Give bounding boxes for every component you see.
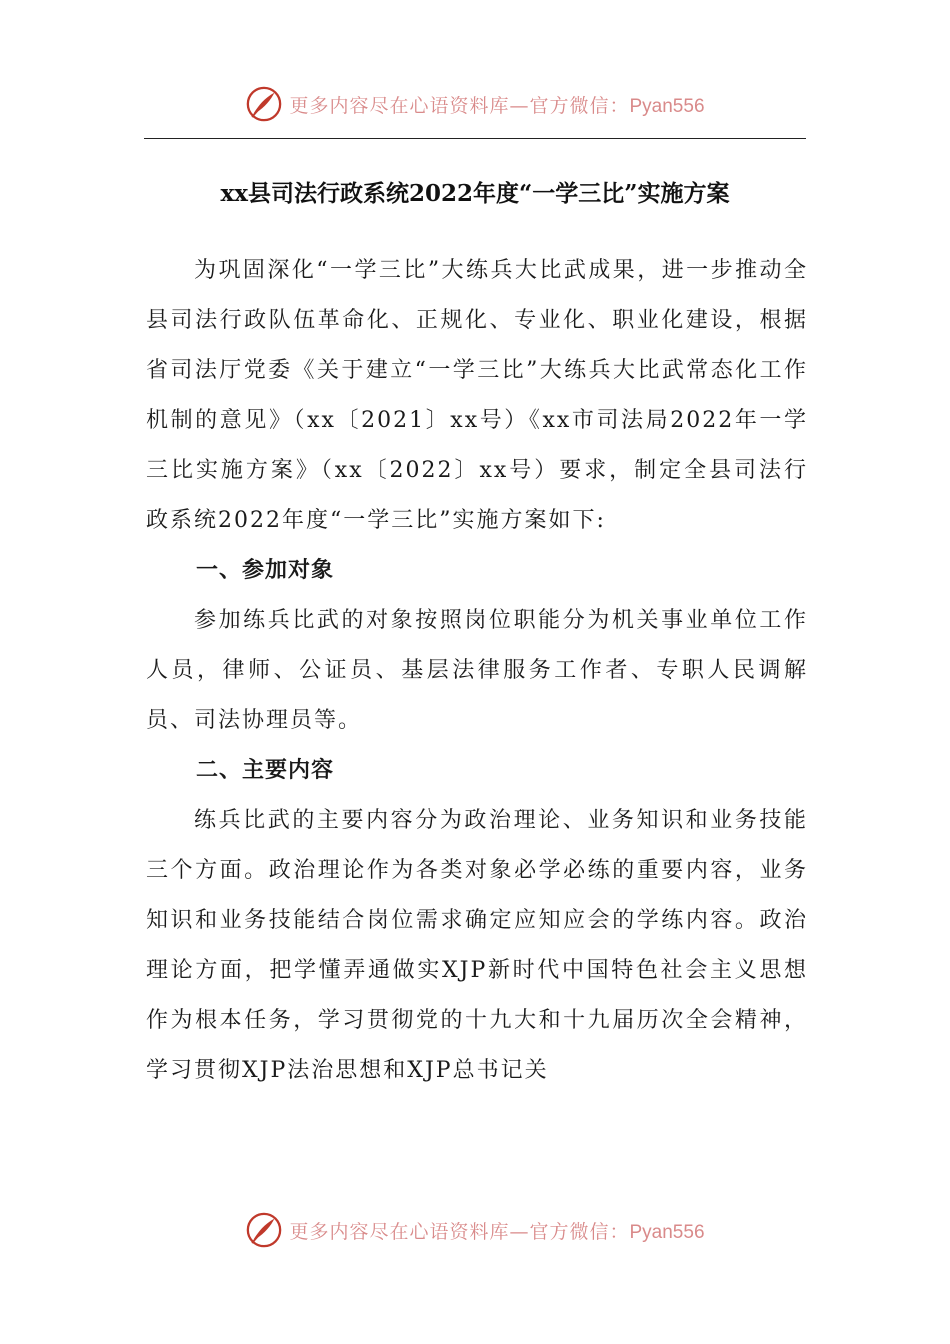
section-body-participants: 参加练兵比武的对象按照岗位职能分为机关事业单位工作人员，律师、公证员、基层法律服务工作者、专职人民调解员、司法协理员等。 [146,608,808,733]
document-title: xx县司法行政系统2022年度“一学三比”实施方案 [220,180,730,207]
section-heading-main-content: 二、主要内容 [196,758,335,783]
header-divider [144,138,806,139]
section-heading-participants: 一、参加对象 [196,558,335,583]
section-body-main-content: 练兵比武的主要内容分为政治理论、业务知识和业务技能三个方面。政治理论作为各类对象必学必练的重要内容，业务知识和业务技能结合岗位需求确定应知应会的学练内容。政治理论方面，把学懂弄通做实XJP新时代中国特色社会主义思想作为根本任务，学习贯彻党的十九大和十九届历次全会精神，学习贯彻XJP法治思想和XJP总书记关 [146,808,808,1083]
watermark-text: 更多内容尽在心语资料库—官方微信：Pyan556 [289,1220,705,1243]
quill-pen-icon [245,1211,283,1249]
footer-watermark [0,1208,950,1252]
quill-pen-icon [245,85,283,123]
intro-paragraph: 为巩固深化“一学三比”大练兵大比武成果，进一步推动全县司法行政队伍革命化、正规化、专业化、职业化建设，根据省司法厅党委《关于建立“一学三比”大练兵大比武常态化工作机制的意见》（xx〔2021〕xx号）《xx市司法局2022年一学三比实施方案》（xx〔2022〕xx号）要求，制定全县司法行政系统2022年度“一学三比”实施方案如下: [146,258,808,533]
watermark-text: 更多内容尽在心语资料库—官方微信：Pyan556 [289,94,705,117]
document-body [146,246,808,1096]
header-watermark [0,82,950,126]
